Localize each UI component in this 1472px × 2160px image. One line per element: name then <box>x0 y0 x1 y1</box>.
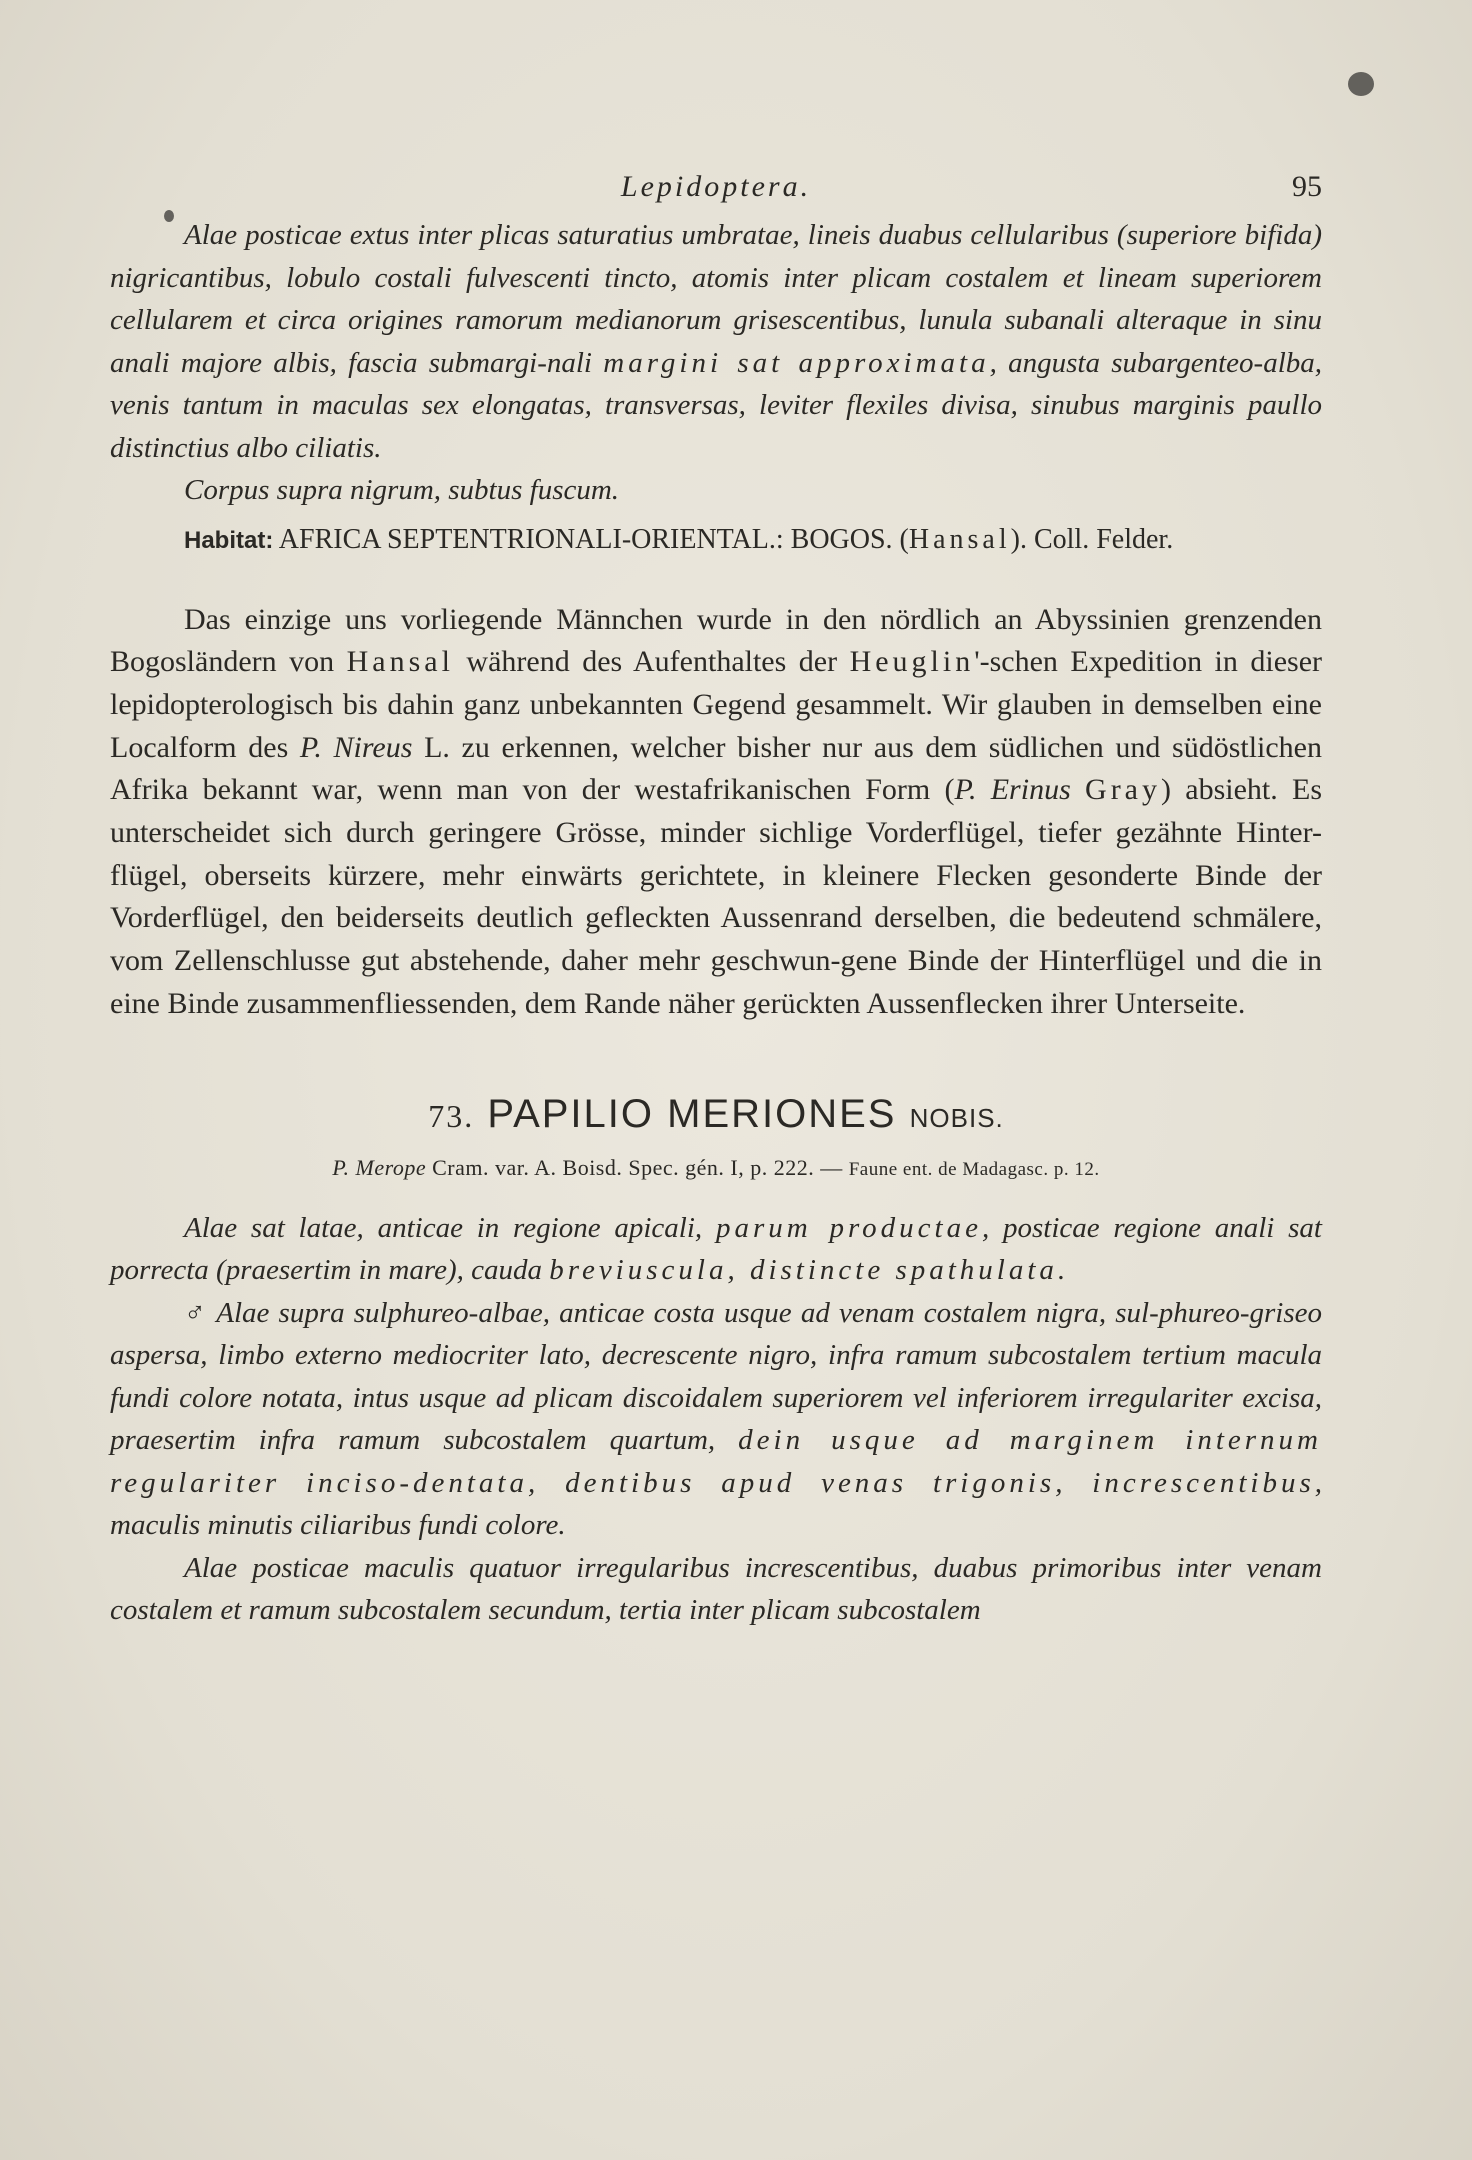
text-run: parum productae <box>715 1211 982 1244</box>
species-name: PAPILIO MERIONES <box>487 1091 897 1136</box>
habitat-collection: ). Coll. Felder. <box>1010 523 1174 555</box>
habitat-line <box>110 520 1322 561</box>
synonymy-ref: Cram. var. A. Boisd. Spec. gén. I, p. 222. — <box>426 1154 849 1180</box>
paragraph-alae-posticae-2 <box>110 1547 1322 1632</box>
paragraph-corpus: Corpus supra nigrum, subtus fuscum. <box>184 474 620 506</box>
habitat-collector: Hansal <box>908 523 1011 555</box>
ink-spot <box>1348 72 1374 96</box>
page-number: 95 <box>1292 170 1322 203</box>
running-title: Lepidoptera. <box>620 170 812 203</box>
text-run: ) absieht. Es unterscheidet sich durch geringere Grösse, minder sichlige Vorderflügel, tiefer gezähnte Hinter-flügel, oberseits kürzere, mehr einwärts gerichtete, in kleinere Flecken gesonderte Binde der Vorderflügel, den beiderseits deutlich gefleckten Aussenrand derselben, die bedeutend schmälere, vom Zellenschlusse gut abstehende, daher mehr geschwun-gene Binde der Hinterflügel und die in eine Binde zusammenfliessenden, dem Rande näher gerückten Aussenflecken ihrer Unterseite. <box>110 773 1323 1020</box>
text-run: . <box>1057 1254 1066 1287</box>
text-run: , posticae regione anali sat porrecta (praesertim in mare), cauda <box>110 1211 1322 1287</box>
text-run: '-schen Expedition in dieser lepidopterologisch bis dahin ganz unbekannten Gegend gesammelt. Wir glauben in demselben eine Localform des <box>110 645 1323 764</box>
synonymy-faune: Faune ent. de Madagasc. p. 12. <box>848 1158 1100 1180</box>
text-run: Alae sat latae, anticae in regione apicali, <box>184 1211 716 1244</box>
text-run: P. Erinus <box>954 773 1071 807</box>
running-header <box>110 170 1322 214</box>
text-run: Das einzige uns vorliegende Männchen wurde in den nördlich an Abyssinien grenzenden Bogosländern von <box>110 602 1322 679</box>
synonymy-name: P. Merope <box>332 1154 427 1180</box>
text-run: Alae posticae maculis quatuor irregularibus increscentibus, duabus primoribus inter venam costalem et ramum subcostalem secundum, tertia inter plicam subcostalem <box>110 1551 1322 1627</box>
text-run: margini sat approximata <box>603 346 990 379</box>
synonymy-line <box>110 1155 1322 1181</box>
habitat-label: Habitat: <box>184 526 274 554</box>
paragraph-alae-sat <box>110 1207 1322 1292</box>
text-run: Gray <box>1085 773 1162 807</box>
species-heading <box>110 1092 1322 1137</box>
species-author: NOBIS. <box>909 1102 1004 1133</box>
text-run: während des Aufenthaltes der <box>453 645 850 679</box>
text-run: breviuscula, distincte spathulata <box>549 1254 1058 1287</box>
text-run: , angusta subargenteo-alba, venis tantum in maculas sex elongatas, transversas, leviter flexiles divisa, sinubus marginis paullo distinctius albo ciliatis. <box>110 346 1323 464</box>
paragraph-alae-posticae <box>110 214 1322 469</box>
text-run: L. zu erkennen, welcher bisher nur aus dem südlichen und südöstlichen Afrika bekannt war, wenn man von der westafrikanischen Form ( <box>110 730 1323 807</box>
text-run: Alae posticae extus inter plicas saturatius umbratae, lineis duabus cellularibus (superiore bifida) nigricantibus, lobulo costali fulvescenti tincto, atomis inter plicam costalem et lineam superiorem cellularem et circa origines ramorum medianorum grisescentibus, lunula subanali alteraque in sinu anali majore albis, fascia submargi-nali <box>110 219 1322 379</box>
text-run: , maculis minutis ciliaribus fundi colore. <box>110 1466 1322 1542</box>
paragraph-german <box>110 599 1322 1026</box>
page-content <box>110 170 1322 1632</box>
species-number: 73. <box>428 1097 475 1134</box>
habitat-text: AFRICA SEPTENTRIONALI-ORIENTAL.: BOGOS. ( <box>273 523 909 555</box>
text-run: Hansal <box>346 645 454 679</box>
paragraph-male <box>110 1292 1322 1547</box>
text-run: Heuglin <box>849 645 975 679</box>
text-run: P. Nireus <box>299 730 413 764</box>
text-run: ♂ Alae supra sulphureo-albae, anticae costa usque ad venam costalem nigra, sul-phureo-griseo aspersa, limbo externo mediocriter lato, decrescente nigro, infra ramum subcostalem tertium macula fundi colore notata, intus usque ad plicam discoidalem superiorem vel inferiorem irregulariter excisa, praesertim infra ramum subcostalem quartum, <box>110 1296 1322 1457</box>
text-run <box>1071 773 1085 806</box>
text-run: dein usque ad marginem internum regulariter inciso-dentata, dentibus apud venas trigonis, increscentibus <box>110 1424 1322 1499</box>
